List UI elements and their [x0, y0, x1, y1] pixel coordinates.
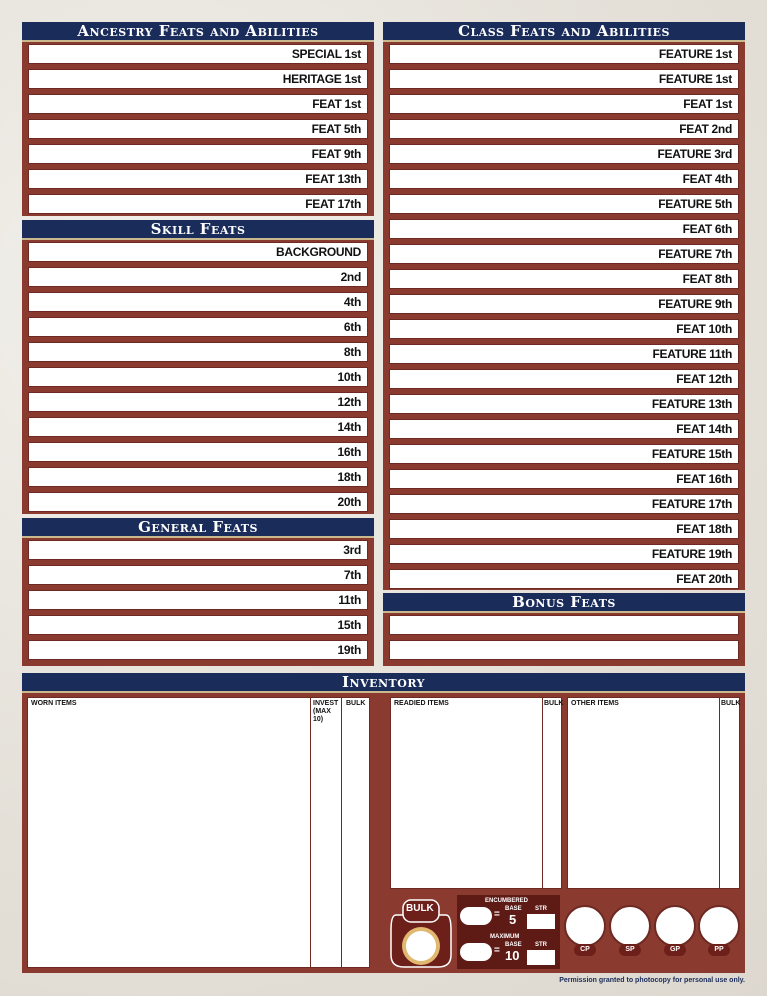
other-items-label: OTHER ITEMS — [571, 700, 619, 707]
max-equals: = — [494, 945, 500, 956]
general-rows — [22, 538, 374, 667]
max-str-label: STR — [535, 942, 547, 948]
ancestry-rows — [22, 42, 374, 221]
class-feat-field[interactable]: FEAT 8th — [389, 269, 739, 289]
bonus-rows — [383, 613, 745, 667]
readied-bulk-label: BULK — [544, 700, 564, 707]
coin-cp-field[interactable] — [564, 905, 606, 947]
skill-rows — [22, 240, 374, 519]
readied-items-box[interactable] — [390, 697, 562, 889]
encumbered-field[interactable] — [460, 907, 492, 925]
maximum-field[interactable] — [460, 943, 492, 961]
skill-header: Skill Feats — [22, 220, 374, 240]
enc-equals: = — [494, 909, 500, 920]
class-feat-field[interactable]: FEATURE 1st — [389, 69, 739, 89]
skill-feat-field[interactable]: 6th — [28, 317, 368, 337]
worn-items-box[interactable] — [27, 697, 370, 968]
class-feat-field[interactable]: FEATURE 11th — [389, 344, 739, 364]
permission-footer: Permission granted to photocopy for personal use only. — [559, 977, 745, 984]
class-feat-field[interactable]: FEAT 18th — [389, 519, 739, 539]
other-bulk-label: BULK — [721, 700, 741, 707]
maximum-label: MAXIMUM — [490, 934, 520, 940]
coin-sp-field[interactable] — [609, 905, 651, 947]
encumbered-label: ENCUMBERED — [485, 898, 529, 904]
bulk-divider — [341, 698, 342, 967]
coin-gp-field[interactable] — [654, 905, 696, 947]
class-feat-field[interactable]: FEAT 10th — [389, 319, 739, 339]
general-feat-field[interactable]: 19th — [28, 640, 368, 660]
class-rows — [383, 42, 745, 596]
class-feat-field[interactable]: FEAT 1st — [389, 94, 739, 114]
class-panel — [383, 22, 745, 590]
class-feat-field[interactable]: FEATURE 13th — [389, 394, 739, 414]
class-feat-field[interactable]: FEAT 12th — [389, 369, 739, 389]
enc-base-label: BASE — [505, 906, 522, 912]
coin-sp-label: SP — [619, 944, 641, 956]
class-feat-field[interactable]: FEATURE 5th — [389, 194, 739, 214]
ancestry-feat-field[interactable]: SPECIAL 1st — [28, 44, 368, 64]
readied-bulk-divider — [542, 698, 543, 888]
bonus-feat-field[interactable] — [389, 615, 739, 635]
ancestry-panel — [22, 22, 374, 216]
class-feat-field[interactable]: FEATURE 9th — [389, 294, 739, 314]
invest-divider — [310, 698, 311, 967]
other-items-box[interactable] — [567, 697, 740, 889]
skill-feat-field[interactable]: 8th — [28, 342, 368, 362]
ancestry-header: Ancestry Feats and Abilities — [22, 22, 374, 42]
coin-cp-label: CP — [574, 944, 596, 956]
class-feat-field[interactable]: FEAT 14th — [389, 419, 739, 439]
skill-feat-field[interactable]: 14th — [28, 417, 368, 437]
coin-pp-label: PP — [708, 944, 730, 956]
class-feat-field[interactable]: FEAT 20th — [389, 569, 739, 589]
ancestry-feat-field[interactable]: FEAT 9th — [28, 144, 368, 164]
class-feat-field[interactable]: FEATURE 1st — [389, 44, 739, 64]
total-bulk-field[interactable] — [406, 931, 436, 961]
general-feat-field[interactable]: 11th — [28, 590, 368, 610]
max-base-value: 10 — [505, 948, 520, 963]
general-header: General Feats — [22, 518, 374, 538]
class-feat-field[interactable]: FEATURE 17th — [389, 494, 739, 514]
skill-feat-field[interactable]: BACKGROUND — [28, 242, 368, 262]
class-feat-field[interactable]: FEAT 16th — [389, 469, 739, 489]
skill-panel — [22, 220, 374, 514]
class-feat-field[interactable]: FEAT 2nd — [389, 119, 739, 139]
inventory-panel — [22, 673, 745, 973]
bonus-feat-field[interactable] — [389, 640, 739, 660]
other-bulk-divider — [719, 698, 720, 888]
worn-bulk-label: BULK — [346, 700, 366, 707]
max-str-field[interactable] — [527, 950, 555, 965]
worn-items-label: WORN ITEMS — [31, 700, 77, 707]
skill-feat-field[interactable]: 2nd — [28, 267, 368, 287]
ancestry-feat-field[interactable]: HERITAGE 1st — [28, 69, 368, 89]
coin-pp-field[interactable] — [698, 905, 740, 947]
bonus-header: Bonus Feats — [383, 593, 745, 613]
ancestry-feat-field[interactable]: FEAT 1st — [28, 94, 368, 114]
skill-feat-field[interactable]: 18th — [28, 467, 368, 487]
inventory-header: Inventory — [22, 673, 745, 693]
encumbrance-panel — [457, 895, 560, 969]
enc-str-field[interactable] — [527, 914, 555, 929]
skill-feat-field[interactable]: 12th — [28, 392, 368, 412]
class-feat-field[interactable]: FEAT 4th — [389, 169, 739, 189]
class-header: Class Feats and Abilities — [383, 22, 745, 42]
skill-feat-field[interactable]: 4th — [28, 292, 368, 312]
enc-base-value: 5 — [509, 912, 517, 927]
class-feat-field[interactable]: FEATURE 15th — [389, 444, 739, 464]
class-feat-field[interactable]: FEATURE 3rd — [389, 144, 739, 164]
general-feat-field[interactable]: 15th — [28, 615, 368, 635]
invest-label: INVEST (MAX 10) — [313, 700, 339, 723]
bulk-badge: BULK — [406, 903, 434, 914]
coin-gp-label: GP — [664, 944, 686, 956]
bonus-panel — [383, 593, 745, 666]
readied-items-label: READIED ITEMS — [394, 700, 449, 707]
general-panel — [22, 518, 374, 666]
ancestry-feat-field[interactable]: FEAT 5th — [28, 119, 368, 139]
skill-feat-field[interactable]: 20th — [28, 492, 368, 512]
ancestry-feat-field[interactable]: FEAT 17th — [28, 194, 368, 214]
class-feat-field[interactable]: FEATURE 19th — [389, 544, 739, 564]
general-feat-field[interactable]: 3rd — [28, 540, 368, 560]
ancestry-feat-field[interactable]: FEAT 13th — [28, 169, 368, 189]
skill-feat-field[interactable]: 16th — [28, 442, 368, 462]
class-feat-field[interactable]: FEATURE 7th — [389, 244, 739, 264]
class-feat-field[interactable]: FEAT 6th — [389, 219, 739, 239]
max-base-label: BASE — [505, 942, 522, 948]
enc-str-label: STR — [535, 906, 547, 912]
general-feat-field[interactable]: 7th — [28, 565, 368, 585]
skill-feat-field[interactable]: 10th — [28, 367, 368, 387]
